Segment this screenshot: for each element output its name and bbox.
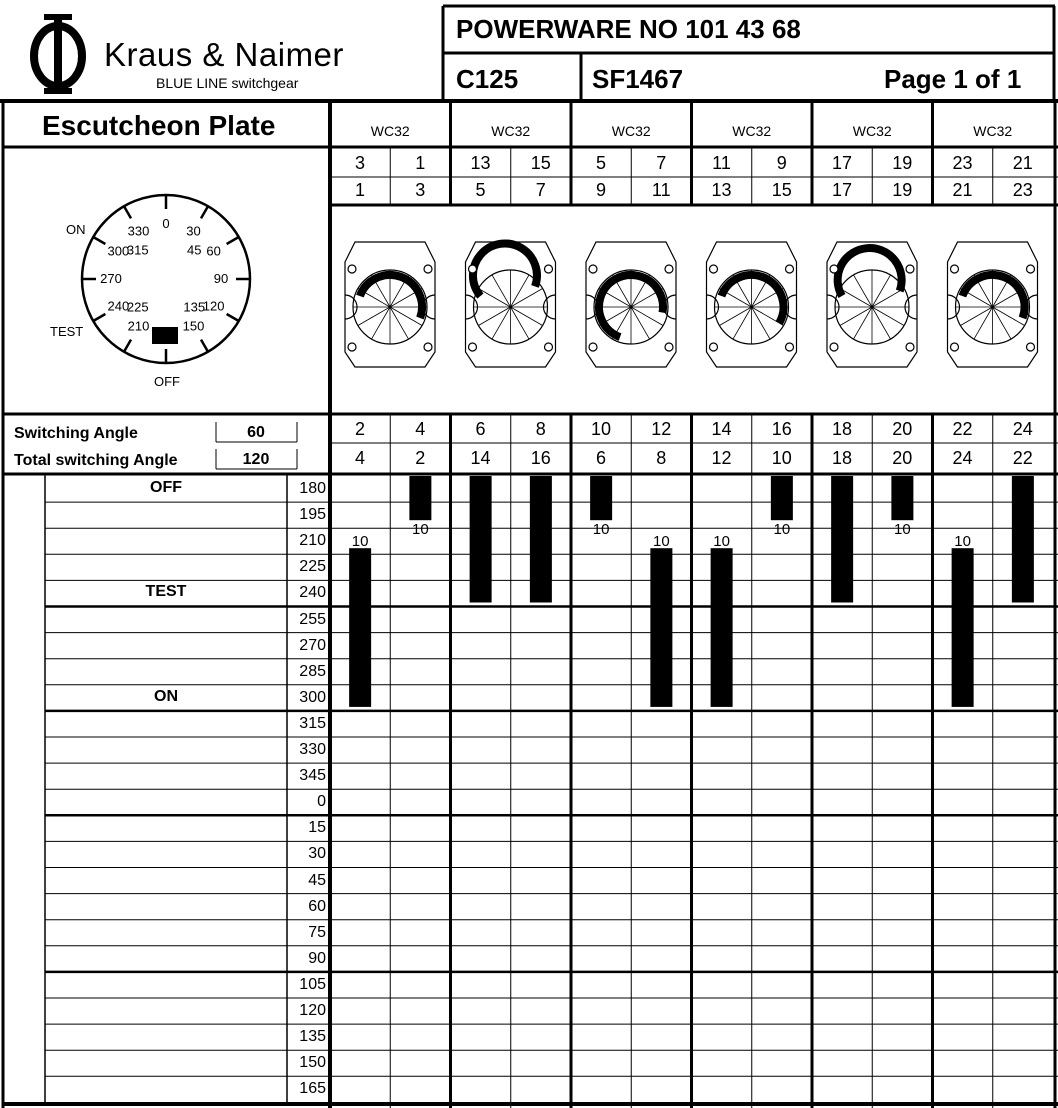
terminal-number: 8 <box>535 419 546 439</box>
position-angle: 45 <box>308 871 326 889</box>
position-angle: 240 <box>299 584 326 602</box>
position-angle: 180 <box>299 480 326 497</box>
position-name: OFF <box>150 479 182 496</box>
terminal-number: 15 <box>771 180 792 200</box>
module-label: WC32 <box>973 123 1013 139</box>
position-angle: 30 <box>308 845 326 863</box>
dial-angle-label: 315 <box>126 242 149 258</box>
terminal-number: 5 <box>475 180 486 200</box>
terminal-number: 23 <box>1012 180 1033 200</box>
closure-label: 10 <box>773 521 791 539</box>
position-angle: 15 <box>308 819 326 837</box>
terminal-number: 19 <box>892 153 913 173</box>
terminal-number: 4 <box>354 448 365 468</box>
logo-tagline: BLUE LINE switchgear <box>156 75 299 91</box>
terminal-number: 21 <box>952 180 973 200</box>
terminal-number: 3 <box>415 180 426 200</box>
contact-closure-bar <box>952 548 974 707</box>
dial-angle-label: 240 <box>107 298 130 314</box>
switching-angle-label: Switching Angle <box>14 425 138 442</box>
terminal-number: 18 <box>831 448 853 468</box>
dial-angle-label: 225 <box>126 299 149 315</box>
closure-label: 10 <box>954 533 971 551</box>
terminal-number: 20 <box>892 448 913 468</box>
terminal-number: 10 <box>771 448 792 468</box>
module-label: WC32 <box>370 123 410 139</box>
dial-angle-label: 90 <box>213 271 229 286</box>
header-code1: C125 <box>456 64 519 94</box>
terminal-number: 1 <box>354 180 365 200</box>
closure-label: 10 <box>713 533 730 551</box>
terminal-number: 13 <box>470 153 491 173</box>
terminal-number: 7 <box>656 153 667 173</box>
terminal-number: 2 <box>415 448 426 468</box>
terminal-number: 16 <box>771 419 792 439</box>
terminal-number: 21 <box>1012 153 1033 173</box>
label-on: ON <box>66 222 86 237</box>
label-off: OFF <box>154 374 180 389</box>
contact-closure-bar <box>771 476 793 520</box>
closure-label: 10 <box>894 521 911 539</box>
terminal-number: 13 <box>711 180 732 200</box>
dial-angle-label: 210 <box>127 318 150 334</box>
contact-closure-bar <box>711 548 733 707</box>
position-angle: 105 <box>299 975 326 993</box>
position-angle: 135 <box>299 1028 326 1046</box>
position-angle: 210 <box>299 532 326 550</box>
terminal-number: 8 <box>656 448 667 468</box>
position-angle: 75 <box>308 923 326 941</box>
terminal-number: 17 <box>831 180 853 200</box>
dial-angle-label: 45 <box>187 242 202 258</box>
terminal-number: 19 <box>892 180 913 200</box>
header-code2: SF1467 <box>592 64 684 94</box>
terminal-number: 6 <box>595 448 606 468</box>
dial-angle-label: 135 <box>183 299 206 315</box>
terminal-number: 12 <box>651 419 672 439</box>
terminal-number: 17 <box>831 153 853 173</box>
logo-brand: Kraus & Naimer <box>104 36 344 73</box>
contact-closure-bar <box>409 476 431 520</box>
label-test: TEST <box>50 324 84 339</box>
position-angle: 330 <box>299 741 326 758</box>
terminal-number: 22 <box>1012 448 1033 468</box>
terminal-number: 11 <box>712 153 731 173</box>
terminal-number: 14 <box>711 419 732 439</box>
position-angle: 165 <box>299 1080 326 1098</box>
terminal-number: 12 <box>711 448 732 468</box>
contact-closure-bar <box>831 476 853 603</box>
position-angle: 255 <box>299 610 326 628</box>
terminal-number: 24 <box>952 448 973 468</box>
terminal-number: 9 <box>776 153 787 173</box>
terminal-number: 7 <box>535 180 546 200</box>
dial-angle-label: 120 <box>202 298 225 314</box>
dial-angle-label: 150 <box>182 318 205 334</box>
position-name: TEST <box>145 583 187 601</box>
position-angle: 150 <box>299 1054 326 1072</box>
closure-label: 10 <box>351 533 369 551</box>
dial-angle-label: 270 <box>100 271 122 286</box>
terminal-number: 16 <box>530 448 551 468</box>
total-switching-angle-value: 120 <box>242 451 270 468</box>
closure-label: 10 <box>592 521 610 539</box>
terminal-number: 20 <box>892 419 913 439</box>
terminal-number: 18 <box>831 419 853 439</box>
position-angle: 120 <box>299 1002 326 1019</box>
terminal-number: 1 <box>415 153 426 173</box>
header-page: Page 1 of 1 <box>884 64 1022 94</box>
terminal-number: 15 <box>530 153 551 173</box>
closure-label: 10 <box>412 521 429 539</box>
escutcheon-title: Escutcheon Plate <box>42 110 276 141</box>
contact-closure-bar <box>470 476 492 603</box>
terminal-number: 22 <box>952 419 973 439</box>
switching-angle-value: 60 <box>247 424 265 441</box>
dial-angle-label: 0 <box>162 216 170 231</box>
position-name: ON <box>154 687 178 705</box>
terminal-number: 4 <box>415 419 426 439</box>
terminal-number: 10 <box>590 419 612 439</box>
module-label: WC32 <box>491 123 531 139</box>
terminal-number: 24 <box>1012 419 1033 439</box>
terminal-number: 11 <box>651 180 671 200</box>
position-angle: 0 <box>317 793 326 811</box>
total-switching-angle-label: Total switching Angle <box>14 452 178 469</box>
dial-angle-label: 300 <box>107 243 130 259</box>
position-angle: 285 <box>299 662 326 680</box>
position-angle: 345 <box>299 767 326 785</box>
position-angle: 270 <box>299 636 326 654</box>
terminal-number: 5 <box>595 153 606 173</box>
position-angle: 195 <box>299 506 326 524</box>
module-label: WC32 <box>732 123 772 139</box>
dial-angle-label: 330 <box>127 223 150 239</box>
terminal-number: 3 <box>354 153 365 173</box>
module-label: WC32 <box>611 123 651 139</box>
contact-closure-bar <box>1012 476 1034 603</box>
position-angle: 225 <box>299 558 326 576</box>
position-angle: 60 <box>308 897 326 915</box>
dial-angle-label: 30 <box>186 223 201 239</box>
position-angle: 315 <box>299 714 326 732</box>
closure-label: 10 <box>653 533 670 551</box>
terminal-number: 2 <box>354 419 365 439</box>
position-angle: 300 <box>299 688 326 706</box>
position-angle: 90 <box>308 949 326 967</box>
contact-closure-bar <box>891 476 913 520</box>
module-label: WC32 <box>852 123 892 139</box>
terminal-number: 23 <box>952 153 973 173</box>
terminal-number: 9 <box>595 180 606 200</box>
contact-closure-bar <box>590 476 612 520</box>
header-title: POWERWARE NO 101 43 68 <box>456 14 801 44</box>
terminal-number: 6 <box>475 419 486 439</box>
dial-angle-label: 60 <box>206 243 221 259</box>
contact-closure-bar <box>530 476 552 603</box>
contact-closure-bar <box>650 548 672 707</box>
terminal-number: 14 <box>470 448 491 468</box>
contact-closure-bar <box>349 548 371 707</box>
